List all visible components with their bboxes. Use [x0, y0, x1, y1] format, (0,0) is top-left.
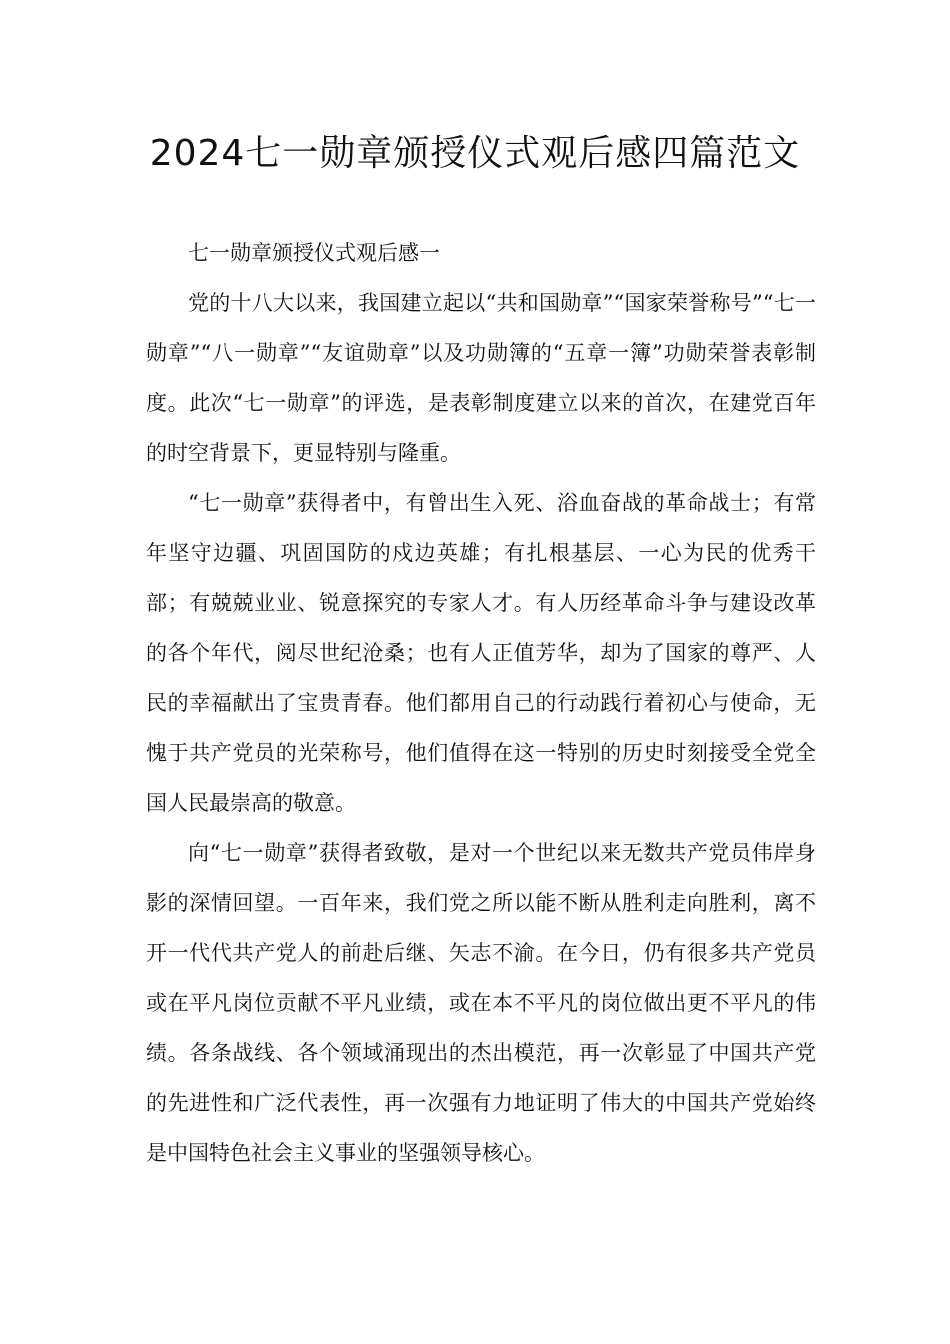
document-title: 2024七一勋章颁授仪式观后感四篇范文	[149, 133, 801, 174]
paragraph-1: 党的十八大以来，我国建立起以“共和国勋章”“国家荣誉称号”“七一勋章”“八一勋章”“友谊勋章”以及功勋簿的“五章一簿”功勋荣誉表彰制度。此次“七一勋章”的评选，是表彰制度建立以来的首次，在建党百年的时空背景下，更显特别与隆重。	[146, 291, 816, 465]
section-heading: 七一勋章颁授仪式观后感一	[188, 241, 440, 265]
paragraph-3: 向“七一勋章”获得者致敬，是对一个世纪以来无数共产党员伟岸身影的深情回望。一百年来，我们党之所以能不断从胜利走向胜利，离不开一代代共产党人的前赴后继、矢志不渝。在今日，仍有很多共产党员或在平凡岗位贡献不平凡业绩，或在本不平凡的岗位做出更不平凡的伟绩。各条战线、各个领域涌现出的杰出模范，再一次彰显了中国共产党的先进性和广泛代表性，再一次强有力地证明了伟大的中国共产党始终是中国特色社会主义事业的坚强领导核心。	[146, 841, 816, 1165]
paragraph-2: “七一勋章”获得者中，有曾出生入死、浴血奋战的革命战士；有常年坚守边疆、巩固国防的戍边英雄；有扎根基层、一心为民的优秀干部；有兢兢业业、锐意探究的专家人才。有人历经革命斗争与建设改革的各个年代，阅尽世纪沧桑；也有人正值芳华，却为了国家的尊严、人民的幸福献出了宝贵青春。他们都用自己的行动践行着初心与使命，无愧于共产党员的光荣称号，他们值得在这一特别的历史时刻接受全党全国人民最崇高的敬意。	[146, 491, 816, 815]
document-body	[146, 228, 816, 1178]
